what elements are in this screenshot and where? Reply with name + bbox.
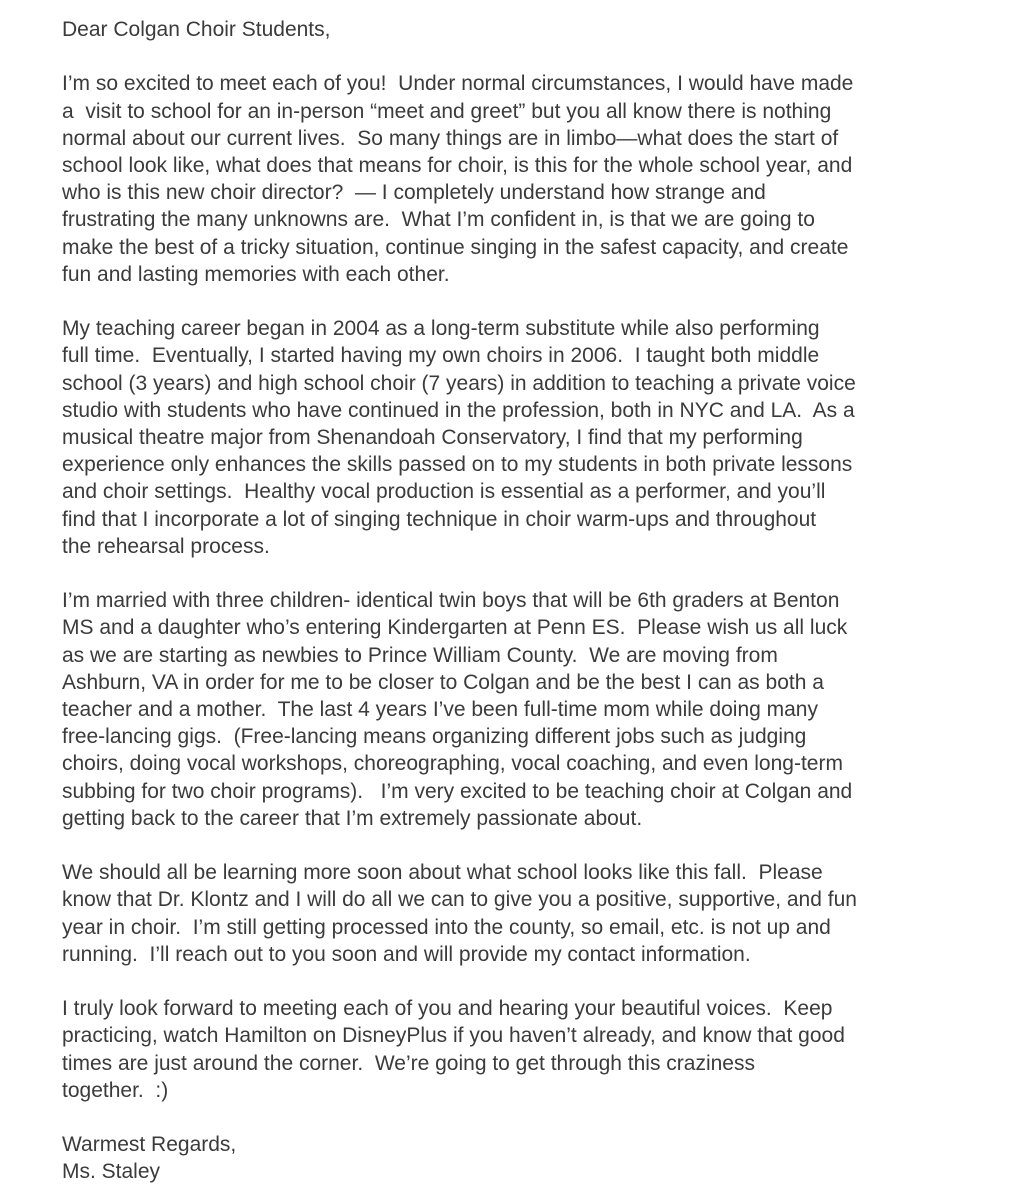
paragraph-line: I’m married with three children- identical twin boys that will be 6th graders at Benton: [62, 589, 840, 613]
paragraph-line: studio with students who have continued in the profession, both in NYC and LA. As a: [62, 398, 855, 422]
paragraph-gap: [62, 1104, 1022, 1131]
paragraph-line: I’m so excited to meet each of you! Under normal circumstances, I would have made: [62, 72, 854, 96]
paragraph-line: together. :): [62, 1078, 169, 1102]
paragraph-line: make the best of a tricky situation, continue singing in the safest capacity, and create: [62, 235, 849, 259]
paragraph-fall: [62, 859, 1022, 968]
paragraph-family: [62, 587, 1022, 832]
salutation-line: Dear Colgan Choir Students,: [62, 18, 331, 41]
paragraph-line: My teaching career began in 2004 as a long-term substitute while also performing: [62, 317, 820, 341]
paragraph-line: school (3 years) and high school choir (7 years) in addition to teaching a private voice: [62, 371, 856, 395]
paragraph-line: choirs, doing vocal workshops, choreographing, vocal coaching, and even long-term: [62, 752, 843, 776]
paragraph-gap: [62, 560, 1022, 587]
salutation: [62, 16, 1022, 43]
paragraph-line: normal about our current lives. So many things are in limbo—what does the start of: [62, 126, 839, 150]
signature-line: Ms. Staley: [62, 1160, 161, 1184]
paragraph-line: know that Dr. Klontz and I will do all we can to give you a positive, supportive, and fun: [62, 888, 857, 912]
paragraph-line: as we are starting as newbies to Prince William County. We are moving from: [62, 643, 778, 667]
paragraph-line: experience only enhances the skills passed on to my students in both private lessons: [62, 453, 853, 477]
paragraph-gap: [62, 43, 1022, 70]
letter-body: [62, 16, 1022, 1186]
paragraph-line: teacher and a mother. The last 4 years I’ve been full-time mom while doing many: [62, 698, 818, 722]
paragraph-line: free-lancing gigs. (Free-lancing means organizing different jobs such as judging: [62, 725, 807, 749]
paragraph-line: getting back to the career that I’m extremely passionate about.: [62, 806, 643, 830]
paragraph-line: frustrating the many unknowns are. What I’m confident in, is that we are going to: [62, 208, 815, 232]
paragraph-line: subbing for two choir programs). I’m very excited to be teaching choir at Colgan and: [62, 779, 853, 803]
paragraph-line: practicing, watch Hamilton on DisneyPlus if you haven’t already, and know that good: [62, 1024, 845, 1048]
paragraph-line: times are just around the corner. We’re going to get through this craziness: [62, 1051, 755, 1075]
paragraph-line: We should all be learning more soon about what school looks like this fall. Please: [62, 861, 823, 885]
paragraph-line: the rehearsal process.: [62, 534, 270, 558]
paragraph-closing-thoughts: [62, 995, 1022, 1104]
paragraph-line: MS and a daughter who’s entering Kindergarten at Penn ES. Please wish us all luck: [62, 616, 848, 640]
paragraph-line: find that I incorporate a lot of singing technique in choir warm-ups and throughout: [62, 507, 817, 531]
paragraph-line: Ashburn, VA in order for me to be closer to Colgan and be the best I can as both a: [62, 670, 824, 694]
paragraph-gap: [62, 288, 1022, 315]
paragraph-intro: [62, 70, 1022, 288]
paragraph-line: school look like, what does that means for choir, is this for the whole school year, and: [62, 154, 853, 177]
paragraph-line: full time. Eventually, I started having my own choirs in 2006. I taught both middle: [62, 344, 820, 368]
paragraph-line: a visit to school for an in-person “meet and greet” but you all know there is nothing: [62, 99, 832, 123]
paragraph-career: [62, 315, 1022, 560]
paragraph-line: and choir settings. Healthy vocal production is essential as a performer, and you’ll: [62, 480, 826, 504]
paragraph-line: who is this new choir director? — I completely understand how strange and: [62, 181, 766, 205]
sign-off: [62, 1131, 1022, 1185]
paragraph-gap: [62, 832, 1022, 859]
closing-line: Warmest Regards,: [62, 1133, 237, 1157]
paragraph-line: running. I’ll reach out to you soon and will provide my contact information.: [62, 942, 751, 966]
paragraph-gap: [62, 968, 1022, 995]
paragraph-line: musical theatre major from Shenandoah Conservatory, I find that my performing: [62, 426, 803, 450]
paragraph-line: I truly look forward to meeting each of you and hearing your beautiful voices. Keep: [62, 997, 833, 1021]
paragraph-line: fun and lasting memories with each other.: [62, 262, 450, 286]
paragraph-line: year in choir. I’m still getting processed into the county, so email, etc. is not up and: [62, 915, 831, 939]
